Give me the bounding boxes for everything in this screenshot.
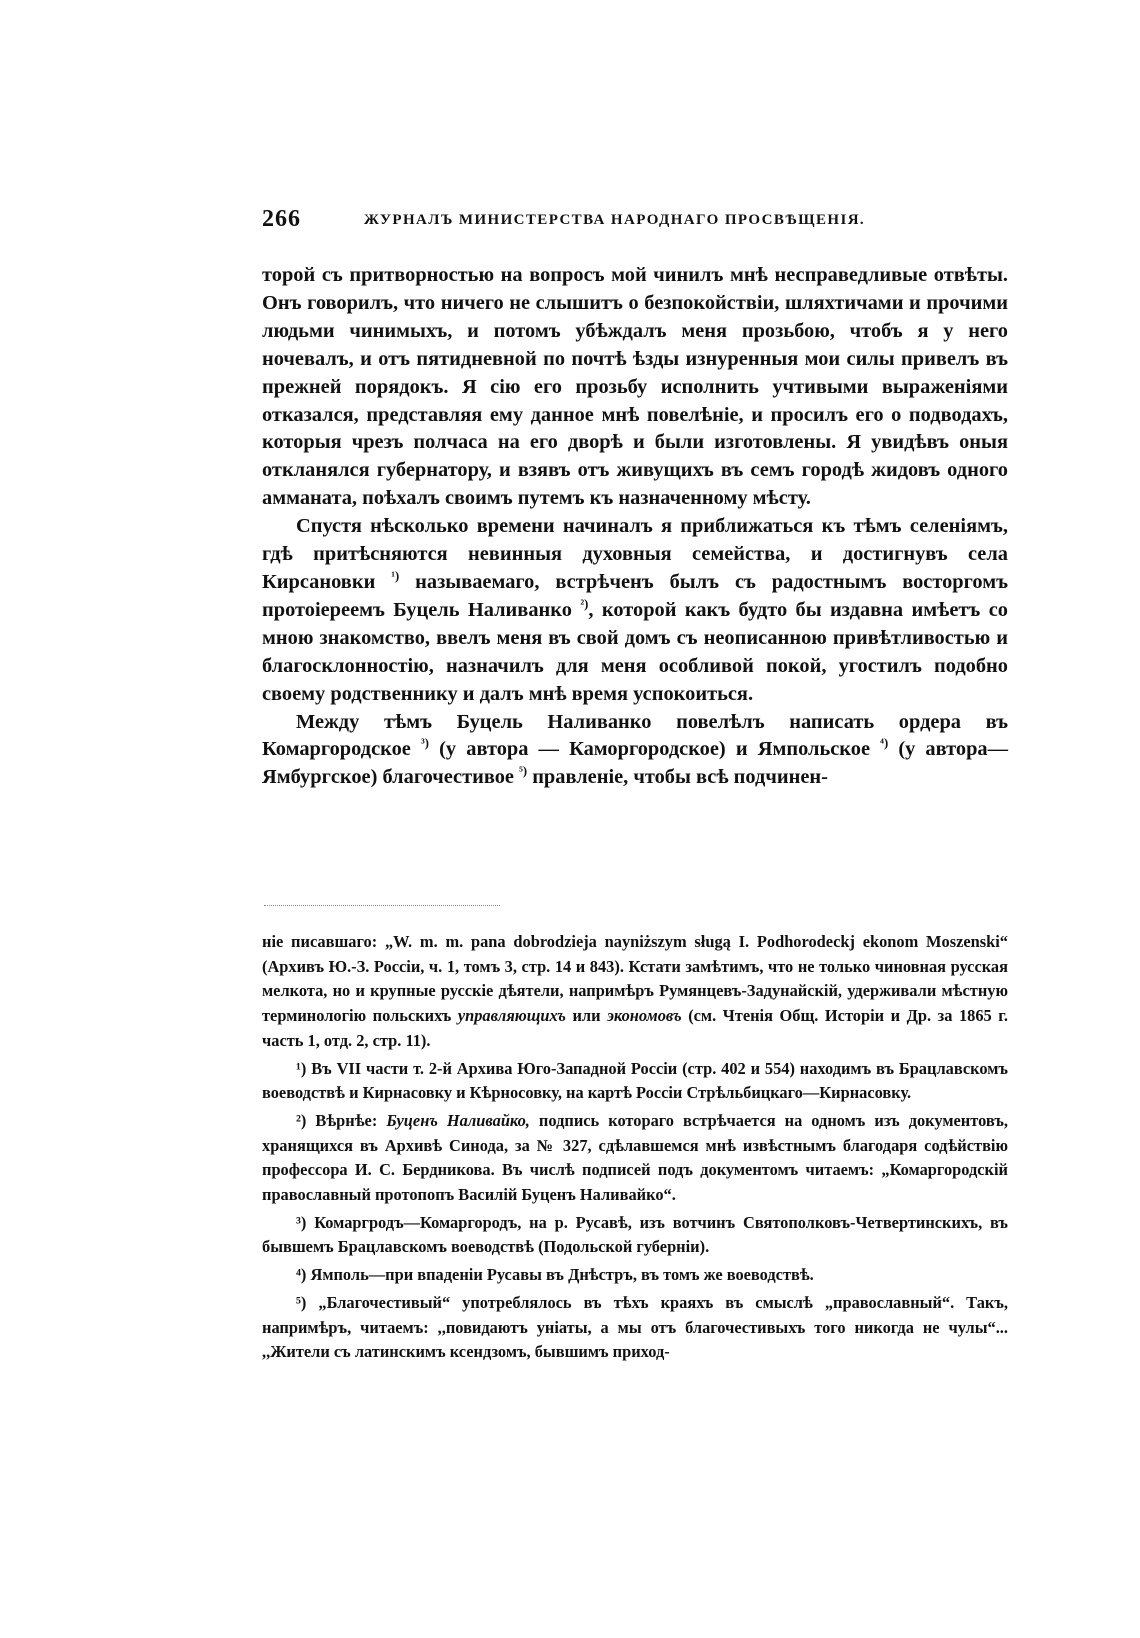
footnote-0-part-e: (см. Чтенія Общ. Исторіи и Др. за 1865 г. часть 1, отд. 2, стр. 11).	[262, 1006, 1008, 1050]
paragraph-2-part-a: Спустя нѣсколько времени начиналъ я приближаться къ тѣмъ селеніямъ, гдѣ притѣсняются невинныя духовныя семейства, и достигнувъ села Кирсановки	[262, 515, 1008, 593]
footnote-1	[262, 1057, 1008, 1106]
footnote-5-text: „Благочестивый“ употреблялось въ тѣхъ краяхъ въ смыслѣ „православный“. Такъ, напримѣръ, читаемъ: ,,повидаютъ уніаты, а мы отъ благочестивыхъ того никогда не чулы“... ,,Жители съ латинскимъ ксендзомъ, бывшимъ приход-	[262, 1292, 1009, 1362]
footnote-4-text: Ямполь—при впаденіи Русавы въ Днѣстръ, въ томъ же воеводствѣ.	[310, 1265, 814, 1285]
footnote-0-part-d: экономовъ	[607, 1006, 682, 1026]
footnote-2-part-b: Буценъ Наливайко,	[386, 1110, 530, 1130]
footnote-ref-5: ⁵)	[519, 764, 528, 779]
footnote-2-part-a: Вѣрнѣе:	[315, 1110, 378, 1130]
footnote-ref-2: ²)	[580, 597, 589, 612]
page-header	[262, 206, 922, 240]
main-text	[262, 262, 1008, 792]
footnote-0-part-b: управляющихъ	[457, 1006, 566, 1026]
page-number: 266	[262, 206, 301, 232]
paragraph-3-part-b: (у автора — Каморгородское) и Ямпольское	[439, 738, 871, 761]
footnote-1-mark: ¹)	[296, 1058, 307, 1078]
paragraph-2-part-b: называемаго, встрѣченъ былъ съ радостнымъ восторгомъ протоіереемъ Буцель Наливанко	[262, 570, 1008, 621]
footnote-3-text: Комаргродъ—Комаргородъ, на р. Русавѣ, изъ вотчинъ Святополковъ-Четвертинскихъ, въ бывшемъ Брацлавскомъ воеводствѣ (Подольской губерніи).	[262, 1212, 1008, 1257]
footnote-0-part-a: ніе писавшаго: „W. m. m. pana dobrodzieja nayniższym sługą I. Podhorodeckj ekonom Moszenski“ (Архивъ Ю.-З. Россіи, ч. 1, томъ 3, стр. 14 и 843). Кстати замѣтимъ, что не только чиновная русская мелкота, но и крупные русскіе дѣятели, напримѣръ Румянцевъ-Задунайскій, удерживали мѣстную терминологію польскихъ	[262, 932, 1008, 1026]
footnote-3	[262, 1211, 1008, 1260]
running-title: ЖУРНАЛЪ МИНИСТЕРСТВА НАРОДНАГО ПРОСВѢЩЕНІЯ.	[364, 212, 866, 228]
footnote-4-mark: ⁴)	[296, 1265, 307, 1285]
footnote-ref-1: ¹)	[391, 569, 400, 584]
paragraph-3-part-c: (у автора—Ямбургское) благочестивое	[262, 738, 1008, 789]
footnote-ref-3: ³)	[421, 736, 429, 751]
paragraph-3	[262, 709, 1008, 793]
footnote-2-mark: ²)	[296, 1110, 307, 1130]
footnote-0-part-c: или	[572, 1006, 601, 1026]
footnote-5	[262, 1291, 1008, 1365]
paragraph-2-part-c: , которой какъ будто бы издавна имѣетъ со мною знакомство, ввелъ меня въ свой домъ съ неописанною привѣтливостью и благосклонностію, назначилъ для меня особливой покой, угостилъ подобно своему родственнику и далъ мнѣ время успокоиться.	[262, 598, 1008, 705]
footnote-2-part-c: подпись котораго встрѣчается на одномъ изъ документовъ, хранящихся въ Архивѣ Синода, за № 327, сдѣлавшемся мнѣ извѣстнымъ благодаря содѣйствію профессора И. С. Бердникова. Въ числѣ подписей подъ документомъ читаемъ: „Комаргородскій православный протопопъ Василій Буценъ Наливайко“.	[262, 1110, 1008, 1205]
footnote-1-text: Въ VII части т. 2-й Архива Юго-Западной Россіи (стр. 402 и 554) находимъ въ Брацлавскомъ воеводствѣ и Кирнасовку и Кѣрносовку, на картѣ Россіи Стрѣльбицкаго—Кирнасовку.	[262, 1058, 1008, 1103]
footnote-ref-4: ⁴)	[880, 736, 889, 751]
footnote-5-mark: ⁵)	[296, 1292, 307, 1312]
paragraph-3-part-a: Между тѣмъ Буцель Наливанко повелѣлъ написать ордера въ Комаргородское	[262, 710, 1008, 761]
paragraph-3-part-d: правленіе, чтобы всѣ подчинен-	[532, 766, 828, 789]
paragraph-2	[262, 513, 1008, 708]
footnote-3-mark: ³)	[296, 1212, 307, 1232]
footnote-2	[262, 1109, 1008, 1208]
footnote-divider	[264, 905, 500, 906]
footnote-continued	[262, 930, 1008, 1054]
footnotes	[262, 930, 1008, 1368]
footnote-4	[262, 1263, 1008, 1288]
paragraph-1: торой съ притворностью на вопросъ мой чинилъ мнѣ несправедливые отвѣты. Онъ говорилъ, что ничего не слышитъ о безпокойствіи, шляхтичами и прочими людьми чинимыхъ, и потомъ убѣждалъ меня прозьбою, чтобъ я у него ночевалъ, и отъ пятидневной по почтѣ ѣзды изнуренныя мои силы привелъ въ прежней порядокъ. Я сію его прозьбу исполнить учтивыми выраженіями отказался, представляя ему данное мнѣ повелѣніе, и просилъ его о подводахъ, которыя чрезъ полчаса на его дворѣ и были изготовлены. Я увидѣвъ оныя откланялся губернатору, и взявъ отъ живущихъ въ семъ городѣ жидовъ одного амманата, поѣхалъ своимъ путемъ къ назначенному мѣсту.	[262, 264, 1008, 510]
